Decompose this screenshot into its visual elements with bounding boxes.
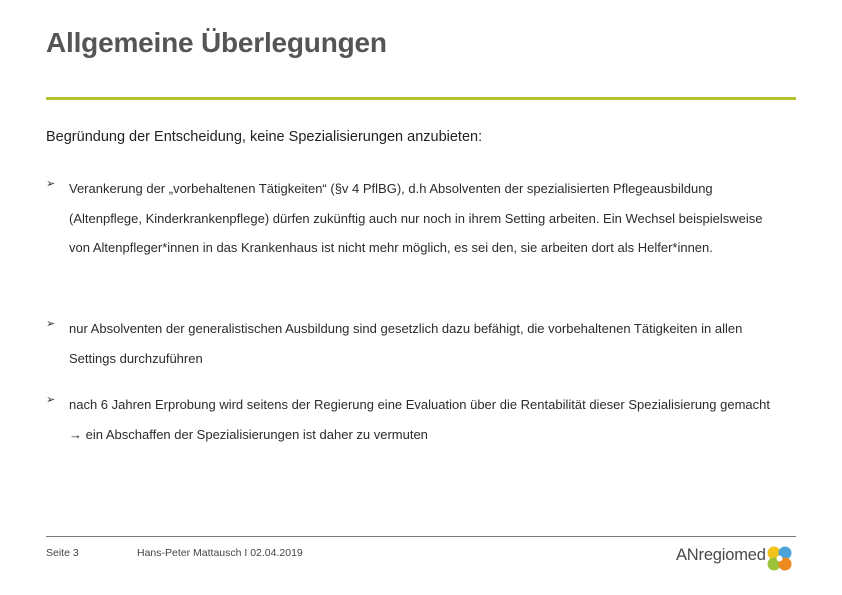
- bullet-text: nur Absolventen der generalistischen Ausbildung sind gesetzlich dazu befähigt, die vorbehaltenen Tätigkeiten in allen Settings durchzuführen: [69, 321, 743, 366]
- title-divider: [46, 97, 796, 100]
- clover-logo-icon: [764, 544, 794, 574]
- bullet-item: [46, 174, 786, 263]
- arrow-bullet-icon: ➢: [46, 178, 56, 190]
- footer-author-date: Hans-Peter Mattausch I 02.04.2019: [137, 547, 303, 559]
- bullet-item: [46, 314, 786, 373]
- slide-subtitle: Begründung der Entscheidung, keine Spezialisierungen anzubieten:: [46, 129, 483, 145]
- bullet-item: [46, 390, 786, 449]
- logo-wordmark: ANregiomed: [676, 546, 766, 564]
- bullet-text: nach 6 Jahren Erprobung wird seitens der Regierung eine Evaluation über die Rentabilität dieser Spezialisierung gemacht → ein Abschaffen der Spezialisierungen ist daher zu vermuten: [69, 397, 770, 442]
- slide-title: Allgemeine Überlegungen: [46, 27, 387, 58]
- footer-divider: [46, 536, 796, 537]
- bullet-text: Verankerung der „vorbehaltenen Tätigkeiten“ (§v 4 PflBG), d.h Absolventen der spezialisierten Pflegeausbildung (Altenpflege, Kinderkrankenpflege) dürfen zukünftig auch nur noch in ihrem Setting arbeiten. Ein Wechsel beispielsweise von Altenpfleger*innen in das Krankenhaus ist nicht mehr möglich, es sei den, sie arbeiten dort als Helfer*innen.: [69, 181, 763, 255]
- arrow-bullet-icon: ➢: [46, 394, 56, 406]
- page-number: Seite 3: [46, 547, 79, 559]
- arrow-bullet-icon: ➢: [46, 318, 56, 330]
